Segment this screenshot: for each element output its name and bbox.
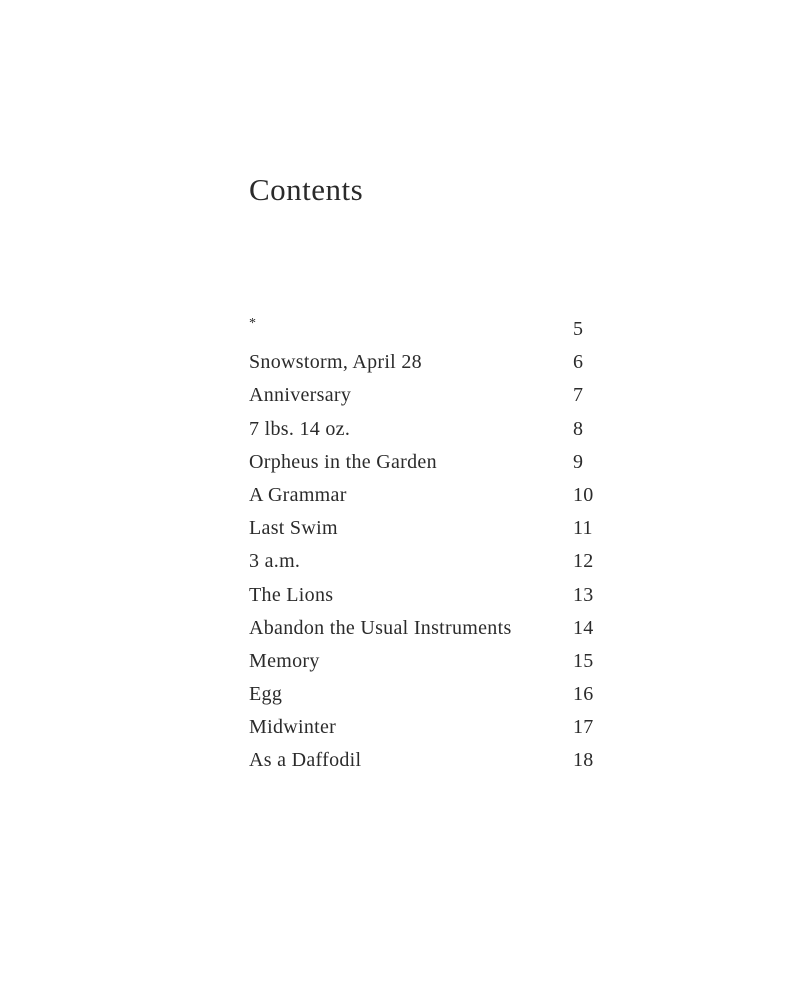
toc-entry-page: 5: [573, 318, 584, 340]
toc-entry-page: 6: [573, 351, 584, 374]
toc-entry-title: Last Swim: [249, 517, 338, 540]
toc-entry-title: Abandon the Usual Instruments: [249, 616, 512, 639]
toc-entry-page: 11: [573, 517, 593, 540]
toc-entry-5: [249, 479, 609, 512]
toc-entry-title: Egg: [249, 683, 283, 706]
toc-entry-title: Anniversary: [249, 384, 352, 407]
table-of-contents: [249, 313, 609, 778]
toc-entry-page: 15: [573, 649, 594, 672]
toc-entry-page: 9: [573, 450, 584, 473]
toc-entry-6: [249, 512, 609, 545]
toc-entry-title: Snowstorm, April 28: [249, 351, 422, 374]
toc-entry-10: [249, 645, 609, 678]
toc-entry-title: 7 lbs. 14 oz.: [249, 417, 351, 440]
toc-entry-3: [249, 413, 609, 446]
toc-entry-1: [249, 346, 609, 379]
toc-entry-11: [249, 678, 609, 711]
toc-entry-page: 13: [573, 583, 594, 606]
toc-entry-page: 10: [573, 483, 594, 506]
contents-heading: Contents: [249, 172, 364, 207]
toc-entry-page: 17: [573, 716, 594, 739]
toc-entry-page: 8: [573, 417, 584, 440]
toc-entry-title: As a Daffodil: [249, 749, 362, 772]
toc-entry-12: [249, 711, 609, 744]
toc-entry-title: Midwinter: [249, 716, 337, 739]
toc-entry-0: [249, 313, 609, 346]
toc-entry-page: 7: [573, 384, 584, 407]
toc-entry-page: 14: [573, 616, 594, 639]
toc-entry-page: 18: [573, 749, 594, 772]
toc-entry-title: A Grammar: [249, 483, 347, 506]
toc-entry-page: 12: [573, 550, 594, 573]
toc-entry-title: The Lions: [249, 583, 334, 606]
toc-entry-page: 16: [573, 683, 594, 706]
toc-entry-13: [249, 744, 609, 777]
toc-entry-8: [249, 579, 609, 612]
toc-entry-7: [249, 545, 609, 578]
toc-entry-title: Orpheus in the Garden: [249, 450, 437, 473]
toc-entry-2: [249, 379, 609, 412]
toc-entry-title: 3 a.m.: [249, 550, 301, 573]
toc-entry-4: [249, 446, 609, 479]
toc-entry-title: Memory: [249, 649, 320, 672]
toc-entry-title: *: [249, 316, 257, 331]
toc-entry-9: [249, 612, 609, 645]
